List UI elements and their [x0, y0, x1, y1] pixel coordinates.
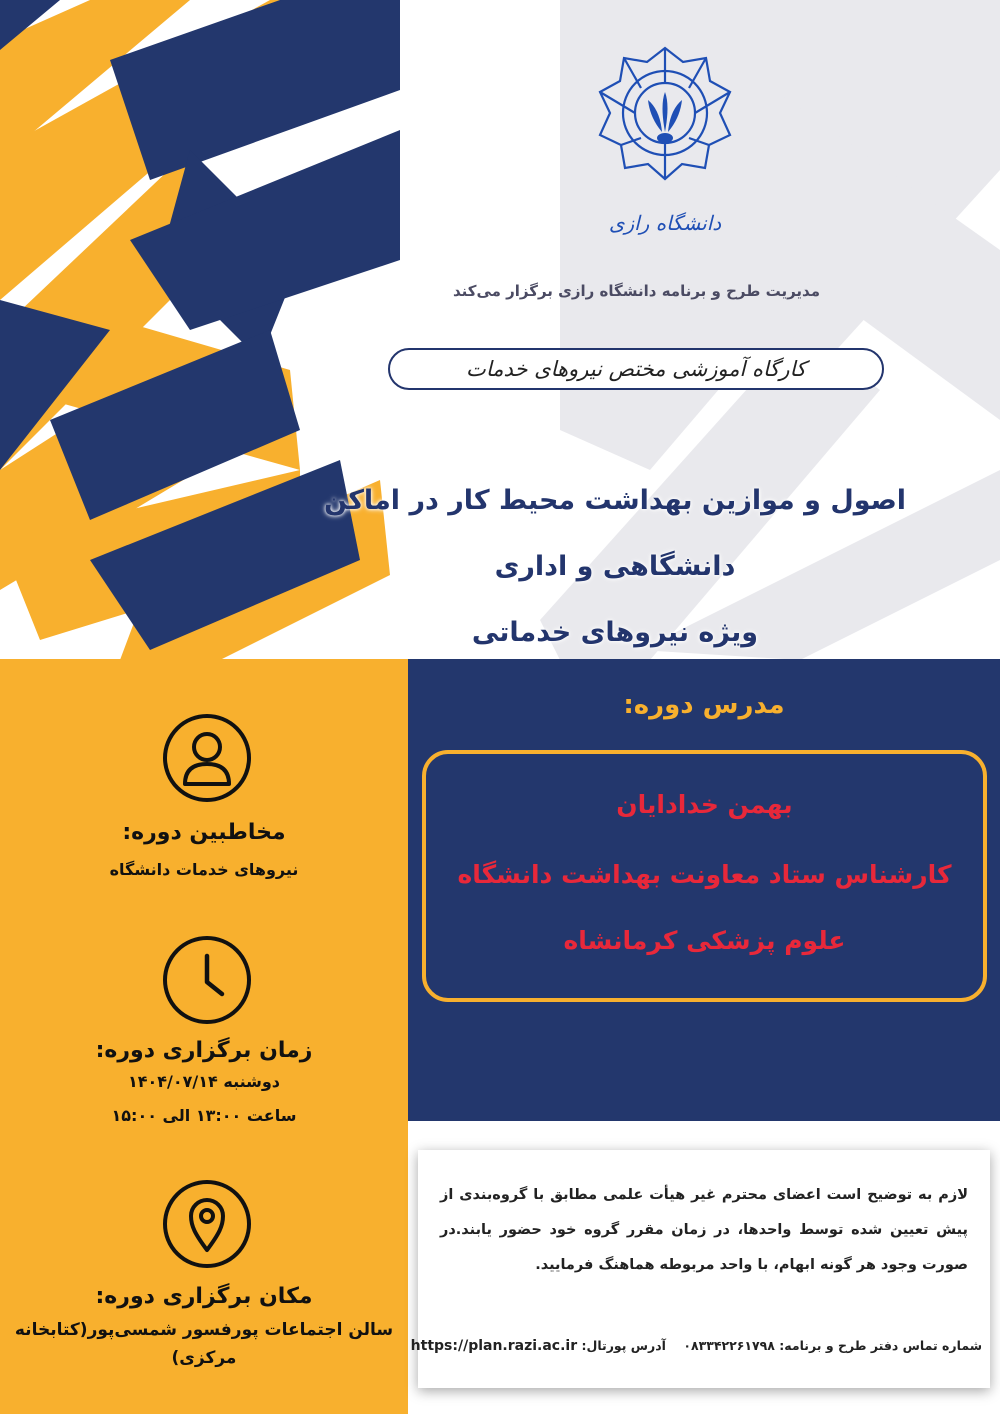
contact-label: شماره تماس دفتر طرح و برنامه: [779, 1338, 982, 1353]
clock-icon [163, 936, 251, 1024]
audience-text: نیروهای خدمات دانشگاه [109, 860, 299, 879]
location-text: سالن اجتماعات پورفسور شمسی‌پور(کتابخانه مرکزی) [14, 1320, 394, 1368]
portal-label: آدرس پورتال: [581, 1338, 666, 1353]
notice-box [410, 1150, 990, 1388]
location-title: مکان برگزاری دوره: [95, 1284, 313, 1309]
portal-url[interactable]: https://plan.razi.ac.ir [410, 1338, 578, 1354]
notice-text: لازم به توضیح است اعضای محترم غیر هیأت علمی مطابق با گروه‌بندی از پیش تعیین شده توسط واحدها، در زمان مقرر گروه خود حضور یابند.در صورت وجود هر گونه ابهام، با واحد مربوطه هماهنگ فرمایید. [440, 1187, 968, 1273]
schedule-title: زمان برگزاری دوره: [95, 1038, 313, 1063]
workshop-label-text: کارگاه آموزشی مختص نیروهای خدمات [466, 357, 806, 381]
schedule-date: ۱۴۰۴/۰۷/۱۴ [127, 1072, 218, 1091]
course-title [260, 468, 970, 666]
schedule-date-line [0, 1068, 408, 1096]
audience-title: مخاطبین دوره: [122, 820, 286, 845]
instructor-role-line2: علوم پزشکی کرمانشاه [563, 926, 846, 955]
instructor-name: بهمن خدادایان [616, 790, 793, 819]
workshop-label [388, 348, 884, 390]
contact-phone: ۰۸۳۳۴۲۲۶۱۷۹۸ [683, 1338, 775, 1353]
user-icon [163, 714, 251, 802]
university-logo [590, 40, 740, 250]
instructor-box [422, 750, 987, 1002]
location-pin-icon [163, 1180, 251, 1268]
instructor-heading: مدرس دوره: [623, 690, 785, 720]
instructor-role-line1: کارشناس ستاد معاونت بهداشت دانشگاه [457, 860, 952, 889]
razi-emblem-icon [590, 40, 740, 250]
logo-university-name: دانشگاه رازی [608, 211, 722, 235]
schedule-day: دوشنبه [223, 1072, 281, 1091]
course-title-line2: ویژه نیروهای خدماتی [471, 617, 759, 648]
organizer-text: مدیریت طرح و برنامه دانشگاه رازی برگزار می‌کند [452, 282, 820, 300]
course-title-line1: اصول و موازین بهداشت محیط کار در اماکن دانشگاهی و اداری [323, 485, 907, 582]
contact-line [410, 1338, 982, 1354]
schedule-time: ساعت ۱۳:۰۰ الی ۱۵:۰۰ [111, 1106, 297, 1125]
